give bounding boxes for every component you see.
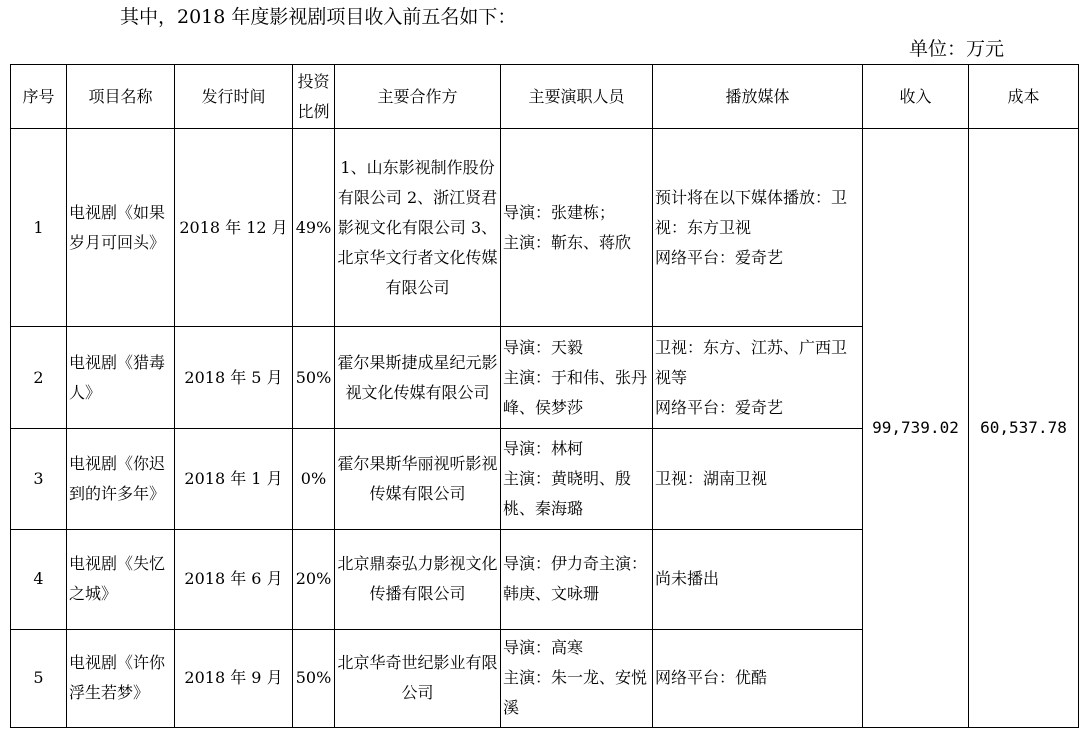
row-ratio: 50%	[293, 327, 335, 429]
row-name: 电视剧《你迟到的许多年》	[67, 429, 175, 529]
row-media: 卫视：湖南卫视	[653, 429, 863, 529]
row-ratio: 20%	[293, 529, 335, 629]
header-cost: 成本	[969, 65, 1079, 129]
row-partner: 霍尔果斯捷成星纪元影视文化传媒有限公司	[335, 327, 501, 429]
header-ratio: 投资 比例	[293, 65, 335, 129]
header-media: 播放媒体	[653, 65, 863, 129]
row-ratio: 50%	[293, 629, 335, 727]
row-name: 电视剧《失忆之城》	[67, 529, 175, 629]
table-row	[11, 129, 1079, 327]
row-cast: 导演：天毅 主演：于和伟、张丹峰、侯梦莎	[501, 327, 653, 429]
row-date: 2018 年 9 月	[175, 629, 293, 727]
row-partner: 北京华奇世纪影业有限公司	[335, 629, 501, 727]
row-partner: 北京鼎泰弘力影视文化传播有限公司	[335, 529, 501, 629]
row-name: 电视剧《许你浮生若梦》	[67, 629, 175, 727]
header-cast: 主要演职人员	[501, 65, 653, 129]
row-no: 5	[11, 629, 67, 727]
total-income: 99,739.02	[863, 129, 969, 728]
row-no: 2	[11, 327, 67, 429]
table-header-row	[11, 65, 1079, 129]
income-table	[10, 64, 1079, 728]
row-media: 卫视：东方、江苏、广西卫视等 网络平台：爱奇艺	[653, 327, 863, 429]
row-date: 2018 年 1 月	[175, 429, 293, 529]
header-no: 序号	[11, 65, 67, 129]
row-cast: 导演：伊力奇主演：韩庚、文咏珊	[501, 529, 653, 629]
header-date: 发行时间	[175, 65, 293, 129]
row-name: 电视剧《如果岁月可回头》	[67, 129, 175, 327]
row-cast: 导演：高寒 主演：朱一龙、安悦溪	[501, 629, 653, 727]
intro-text: 其中，2018 年度影视剧项目收入前五名如下：	[120, 6, 517, 28]
total-cost: 60,537.78	[969, 129, 1079, 728]
row-media: 尚未播出	[653, 529, 863, 629]
row-date: 2018 年 5 月	[175, 327, 293, 429]
row-no: 4	[11, 529, 67, 629]
row-date: 2018 年 12 月	[175, 129, 293, 327]
row-no: 3	[11, 429, 67, 529]
row-name: 电视剧《猎毒人》	[67, 327, 175, 429]
row-media: 预计将在以下媒体播放：卫视：东方卫视 网络平台：爱奇艺	[653, 129, 863, 327]
row-no: 1	[11, 129, 67, 327]
row-ratio: 49%	[293, 129, 335, 327]
row-cast: 导演：张建栋； 主演：靳东、蒋欣	[501, 129, 653, 327]
row-date: 2018 年 6 月	[175, 529, 293, 629]
unit-label: 单位：万元	[908, 38, 1004, 60]
row-cast: 导演：林柯 主演：黄晓明、殷桃、秦海璐	[501, 429, 653, 529]
row-partner: 霍尔果斯华丽视听影视传媒有限公司	[335, 429, 501, 529]
row-partner: 1、山东影视制作股份有限公司 2、浙江贤君影视文化有限公司 3、北京华文行者文化传媒有限公司	[335, 129, 501, 327]
row-media: 网络平台：优酷	[653, 629, 863, 727]
header-name: 项目名称	[67, 65, 175, 129]
row-ratio: 0%	[293, 429, 335, 529]
header-income: 收入	[863, 65, 969, 129]
header-partner: 主要合作方	[335, 65, 501, 129]
